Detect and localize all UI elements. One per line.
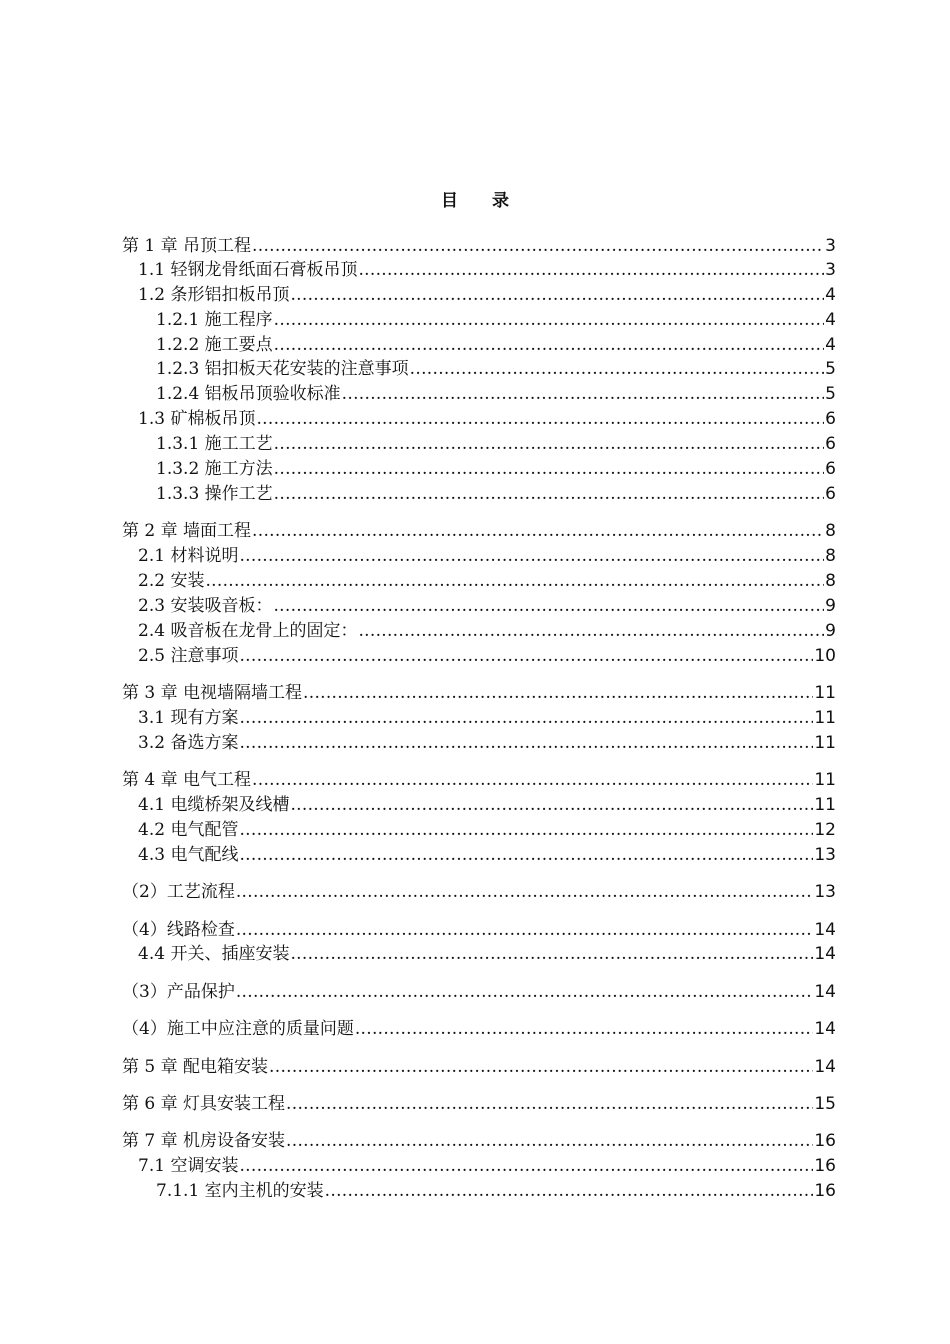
toc-entry[interactable] [122,768,836,792]
toc-entry-text: 1.3 矿棉板吊顶 [138,409,256,429]
toc-leader [236,918,814,942]
toc-entry-page: 4 [825,335,836,355]
toc-entry[interactable] [122,519,836,543]
toc-entry-page: 16 [814,1131,836,1151]
toc-entry-page: 14 [814,1019,836,1039]
toc-leader [239,644,813,668]
toc-entry-page: 14 [814,982,836,1002]
toc-entry-text: 2.4 吸音板在龙骨上的固定： [138,621,358,641]
toc-leader [286,1092,813,1116]
toc-entry-page: 4 [825,285,836,305]
toc-leader [239,1154,813,1178]
toc-leader [290,793,813,817]
toc-leader [239,818,813,842]
toc-leader [239,706,813,730]
toc-entry-page: 5 [825,384,836,404]
toc-leader [274,432,825,456]
toc-entry-text: 2.1 材料说明 [138,546,239,566]
toc-entry-page: 3 [825,236,836,256]
toc-entry[interactable] [138,793,836,817]
toc-leader [239,544,824,568]
toc-entry-page: 9 [825,596,836,616]
toc-entry-page: 13 [814,882,836,902]
toc-entry-text: （2）工艺流程 [122,882,235,902]
toc-entry[interactable] [122,234,836,258]
toc-entry[interactable] [122,880,836,904]
toc-entry-text: 4.2 电气配管 [138,820,239,840]
toc-entry[interactable] [122,918,836,942]
toc-entry[interactable] [138,407,836,431]
toc-entry[interactable] [122,980,836,1004]
toc-entry[interactable] [156,308,836,332]
toc-entry-text: 1.3.2 施工方法 [156,459,273,479]
toc-title: 目 录 [441,191,523,211]
toc-entry-page: 11 [814,683,836,703]
toc-entry-text: 第 1 章 吊顶工程 [122,236,252,256]
toc-entry-text: 4.1 电缆桥架及线槽 [138,795,290,815]
toc-entry[interactable] [138,594,836,618]
toc-leader [205,569,824,593]
toc-leader [355,1017,814,1041]
toc-leader [239,843,813,867]
toc-entry[interactable] [138,258,836,282]
toc-entry-page: 11 [814,708,836,728]
toc-entry-text: 2.5 注意事项 [138,646,239,666]
toc-leader [274,457,825,481]
toc-entry[interactable] [138,843,836,867]
toc-leader [273,594,824,618]
toc-leader [358,619,824,643]
toc-entry[interactable] [122,1055,836,1079]
toc-entry-text: 1.2.2 施工要点 [156,335,273,355]
toc-leader [290,283,824,307]
toc-entry-text: 1.2.4 铝板吊顶验收标准 [156,384,341,404]
toc-entry[interactable] [122,1017,836,1041]
toc-entry[interactable] [122,681,836,705]
toc-entry-page: 6 [825,409,836,429]
toc-entry-page: 4 [825,310,836,330]
toc-leader [252,768,813,792]
toc-entry[interactable] [138,644,836,668]
toc-leader [410,357,825,381]
toc-entry[interactable] [156,357,836,381]
toc-entry[interactable] [156,333,836,357]
toc-leader [256,407,824,431]
toc-entry-page: 16 [814,1181,836,1201]
toc-entry[interactable] [138,619,836,643]
toc-entry-page: 10 [814,646,836,666]
toc-leader [252,519,824,543]
toc-entry-text: （4）线路检查 [122,920,235,940]
toc-entry-text: 1.2.3 铝扣板天花安装的注意事项 [156,359,409,379]
toc-entry-text: 4.4 开关、插座安装 [138,944,290,964]
toc-entry-text: 第 7 章 机房设备安装 [122,1131,286,1151]
toc-entry-page: 14 [814,920,836,940]
toc-entry[interactable] [156,432,836,456]
toc-leader [274,333,825,357]
toc-entry-page: 14 [814,944,836,964]
toc-entry-text: 1.1 轻钢龙骨纸面石膏板吊顶 [138,260,358,280]
toc-entry-text: 4.3 电气配线 [138,845,239,865]
toc-entry-text: 第 3 章 电视墙隔墙工程 [122,683,303,703]
toc-entry-text: 2.2 安装 [138,571,205,591]
toc-entry-text: 第 2 章 墙面工程 [122,521,252,541]
toc-entry-text: 3.1 现有方案 [138,708,239,728]
toc-leader [274,308,825,332]
toc-entry-page: 8 [825,571,836,591]
toc-entry[interactable] [138,942,836,966]
toc-entry[interactable] [138,731,836,755]
toc-leader [236,980,814,1004]
toc-entry[interactable] [122,1129,836,1153]
toc-leader [286,1129,813,1153]
toc-entry-page: 15 [814,1094,836,1114]
toc-entry-text: 1.3.1 施工工艺 [156,434,273,454]
toc-entry[interactable] [138,1154,836,1178]
toc-entry-text: 1.2.1 施工程序 [156,310,273,330]
toc-entry[interactable] [138,569,836,593]
toc-entry-page: 6 [825,459,836,479]
toc-entry-page: 14 [814,1057,836,1077]
toc-entry-text: （4）施工中应注意的质量问题 [122,1019,354,1039]
toc-entry-page: 13 [814,845,836,865]
toc-entry-page: 11 [814,795,836,815]
toc-entry-page: 12 [814,820,836,840]
toc-entry[interactable] [156,382,836,406]
toc-entry-page: 11 [814,733,836,753]
toc-entry-text: 7.1.1 室内主机的安装 [156,1181,324,1201]
toc-leader [252,234,824,258]
toc-leader [274,482,825,506]
toc-entry[interactable] [138,706,836,730]
toc-leader [358,258,824,282]
toc-entry-page: 8 [825,546,836,566]
toc-entry-text: 1.2 条形铝扣板吊顶 [138,285,290,305]
toc-entry-page: 6 [825,434,836,454]
toc-leader [303,681,813,705]
toc-entry[interactable] [156,457,836,481]
toc-entry-page: 6 [825,484,836,504]
toc-entry-text: 第 6 章 灯具安装工程 [122,1094,286,1114]
toc-entry-page: 8 [825,521,836,541]
toc-leader [342,382,825,406]
toc-entry-text: 1.3.3 操作工艺 [156,484,273,504]
toc-leader [290,942,813,966]
toc-entry[interactable] [122,1092,836,1116]
toc-leader [239,731,813,755]
toc-entry-text: 第 4 章 电气工程 [122,770,252,790]
toc-leader [236,880,814,904]
toc-entry[interactable] [156,482,836,506]
toc-entry-text: （3）产品保护 [122,982,235,1002]
toc-entry[interactable] [138,818,836,842]
toc-entry-page: 3 [825,260,836,280]
toc-leader [325,1179,814,1203]
toc-entry-text: 第 5 章 配电箱安装 [122,1057,269,1077]
toc-entry[interactable] [156,1179,836,1203]
toc-entry[interactable] [138,544,836,568]
toc-entry-text: 3.2 备选方案 [138,733,239,753]
toc-entry-page: 11 [814,770,836,790]
toc-entry-text: 7.1 空调安装 [138,1156,239,1176]
toc-entry-text: 2.3 安装吸音板： [138,596,273,616]
toc-entry-page: 9 [825,621,836,641]
toc-leader [269,1055,813,1079]
toc-entry[interactable] [138,283,836,307]
toc-entry-page: 16 [814,1156,836,1176]
toc-entry-page: 5 [825,359,836,379]
